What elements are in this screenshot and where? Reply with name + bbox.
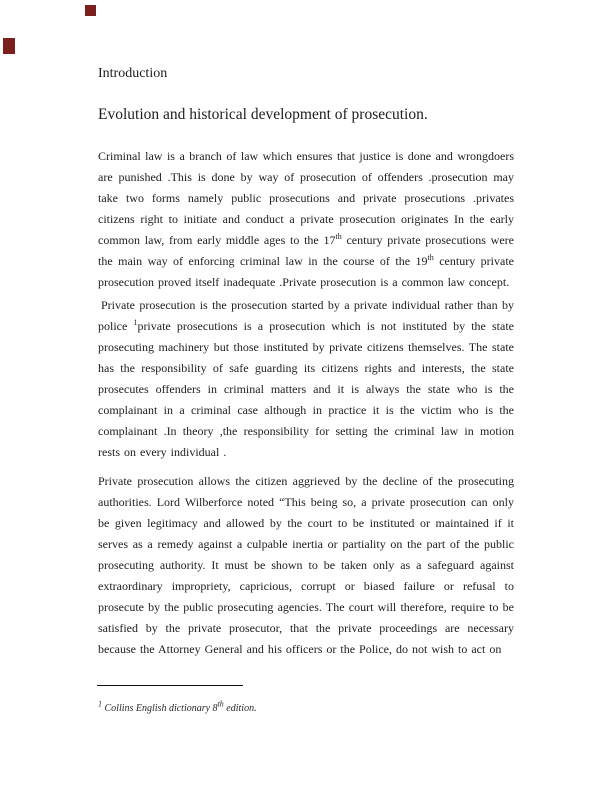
chapter-title: Evolution and historical development of prosecution. [98, 106, 428, 123]
red-annotation-mark-left [3, 38, 15, 54]
paragraph-1-text: Criminal law is a branch of law which ensures that justice is done and wrongdoers are punished .This is done by way of prosecution of offenders .prosecution may take two forms namely public prosecutions and private prosecutions .privates citizens right to initiate and conduct a private prosecution originates In the early common law, from early middle ages to the 17 [98, 149, 514, 247]
paragraph-2-text: private prosecutions is a prosecution which is not instituted by the state prosecuting machinery but those instituted by private citizens themselves. The state has the responsibility of safe guarding its citizens rights and interests, the state prosecutes offenders in criminal matters and it is always the state who is the complainant in a criminal case although in practice it is the victim who is the complainant .In theory ,the responsibility for setting the criminal law in motion rests on every individual . [98, 319, 514, 459]
paragraph-3 [98, 471, 514, 660]
ordinal-superscript: th [335, 232, 342, 241]
footnote-ordinal-superscript: th [217, 699, 224, 709]
paragraph-2-text: Private prosecution is the prosecution started by a private individual rather than by police [98, 298, 514, 333]
section-heading: Introduction [98, 66, 168, 81]
footnote-marker: 1 [98, 699, 102, 709]
footnote-separator-line [97, 685, 243, 686]
footnote [98, 699, 514, 714]
paragraph-1-text: century private prosecution proved itself inadequate .Private prosecution is a common law concept. [98, 254, 514, 289]
red-annotation-mark-top [85, 5, 96, 16]
footnote-reference-1: 1 [133, 318, 138, 327]
paragraph-3-text: Private prosecution allows the citizen aggrieved by the decline of the prosecuting authorities. Lord Wilberforce noted “This being so, a private prosecution can only be given legitimacy and allowed by the court to be instituted or maintained if it serves as a remedy against a culpable inertia or partiality on the part of the public prosecuting authority. It must be shown to be taken only as a safeguard against extraordinary impropriety, capricious, corrupt or biased failure or refusal to prosecute by the public prosecuting agencies. The court will therefore, require to be satisfied by the private prosecutor, that the private proceedings are necessary because the Attorney General and his officers or the Police, do not wish to act on [98, 474, 514, 656]
paragraph-1 [98, 146, 514, 293]
footnote-text: edition. [223, 703, 257, 714]
paragraph-2 [98, 295, 514, 463]
ordinal-superscript: th [427, 253, 434, 262]
footnote-text: Collins English dictionary 8 [102, 703, 218, 714]
paragraph-1-text: century private prosecutions were the main way of enforcing criminal law in the course of the 19 [98, 233, 514, 268]
